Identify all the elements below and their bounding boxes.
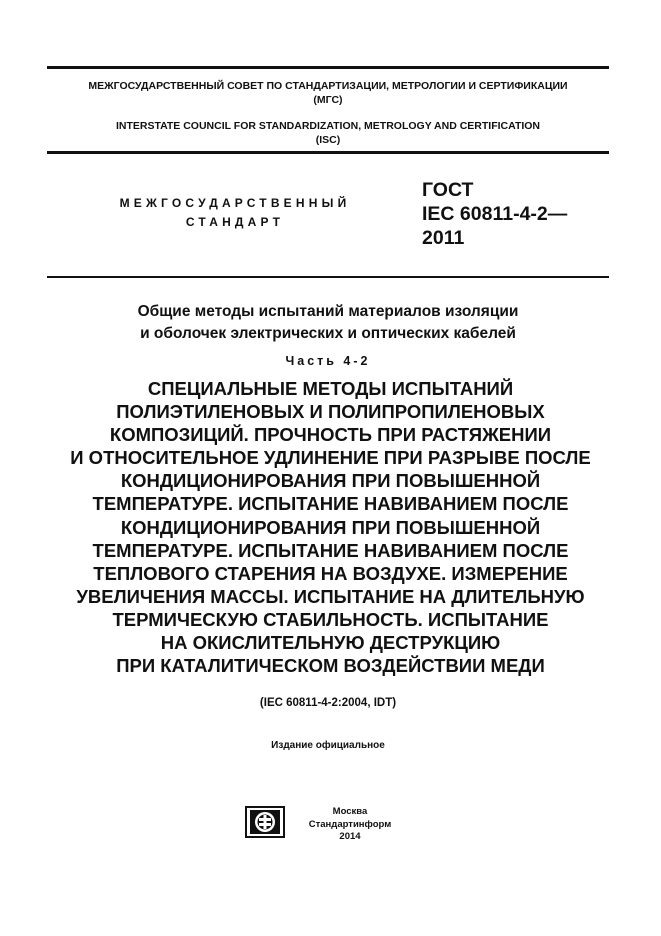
standartinform-logo-icon bbox=[245, 806, 285, 838]
specific-title-line: КОМПОЗИЦИЙ. ПРОЧНОСТЬ ПРИ РАСТЯЖЕНИИ bbox=[109, 424, 552, 446]
specific-title-line: СПЕЦИАЛЬНЫЕ МЕТОДЫ ИСПЫТАНИЙ bbox=[147, 378, 514, 399]
specific-title-line: НА ОКИСЛИТЕЛЬНУЮ ДЕСТРУКЦИЮ bbox=[160, 632, 501, 654]
edition-label: Издание официальное bbox=[271, 740, 385, 751]
general-title bbox=[47, 301, 609, 345]
specific-title-line: И ОТНОСИТЕЛЬНОЕ УДЛИНЕНИЕ ПРИ РАЗРЫВЕ ПОСЛЕ bbox=[70, 447, 591, 469]
gost-designation bbox=[422, 178, 622, 250]
specific-title-line: ТЕПЛОВОГО СТАРЕНИЯ НА ВОЗДУХЕ. ИЗМЕРЕНИЕ bbox=[93, 562, 568, 584]
iec-reference: (IEC 60811-4-2:2004, IDT) bbox=[259, 697, 397, 709]
designation-rule bbox=[47, 276, 609, 278]
publisher bbox=[290, 806, 410, 844]
standard-type-line1: МЕЖГОСУДАРСТВЕННЫЙ bbox=[119, 196, 351, 210]
gost-line2: IEC 60811-4-2— bbox=[422, 203, 568, 225]
gost-line1: ГОСТ bbox=[422, 179, 474, 201]
specific-title-line: ПРИ КАТАЛИТИЧЕСКОМ ВОЗДЕЙСТВИИ МЕДИ bbox=[116, 655, 545, 677]
gost-line3: 2011 bbox=[422, 227, 465, 249]
part-number: Часть 4-2 bbox=[285, 354, 371, 368]
general-title-line2: и оболочек электрических и оптических кабелей bbox=[140, 325, 516, 342]
specific-title-line: УВЕЛИЧЕНИЯ МАССЫ. ИСПЫТАНИЕ НА ДЛИТЕЛЬНУЮ bbox=[76, 585, 585, 607]
specific-title-line: ТЕМПЕРАТУРЕ. ИСПЫТАНИЕ НАВИВАНИЕМ ПОСЛЕ bbox=[92, 493, 569, 515]
specific-title-line: КОНДИЦИОНИРОВАНИЯ ПРИ ПОВЫШЕННОЙ bbox=[120, 516, 541, 538]
council-ru bbox=[47, 79, 609, 107]
publisher-name: Стандартинформ bbox=[308, 818, 392, 830]
header-rule bbox=[47, 151, 609, 154]
publisher-city: Москва bbox=[332, 806, 368, 817]
specific-title bbox=[30, 377, 631, 677]
specific-title-line: КОНДИЦИОНИРОВАНИЯ ПРИ ПОВЫШЕННОЙ bbox=[120, 470, 541, 492]
council-en-line2: (ISC) bbox=[315, 134, 341, 146]
specific-title-line: ТЕРМИЧЕСКУЮ СТАБИЛЬНОСТЬ. ИСПЫТАНИЕ bbox=[112, 608, 549, 630]
specific-title-line: ТЕМПЕРАТУРЕ. ИСПЫТАНИЕ НАВИВАНИЕМ ПОСЛЕ bbox=[92, 539, 569, 561]
publisher-year: 2014 bbox=[339, 831, 361, 842]
top-rule bbox=[47, 66, 609, 69]
council-en-line1: INTERSTATE COUNCIL FOR STANDARDIZATION, METROLOGY AND CERTIFICATION bbox=[115, 120, 541, 132]
specific-title-line: ПОЛИЭТИЛЕНОВЫХ И ПОЛИПРОПИЛЕНОВЫХ bbox=[116, 401, 545, 423]
standard-type bbox=[95, 194, 375, 232]
general-title-line1: Общие методы испытаний материалов изоляции bbox=[137, 303, 519, 320]
standard-type-line2: СТАНДАРТ bbox=[185, 215, 285, 229]
council-en bbox=[47, 119, 609, 147]
council-ru-line2: (МГС) bbox=[313, 94, 343, 106]
council-ru-line1: МЕЖГОСУДАРСТВЕННЫЙ СОВЕТ ПО СТАНДАРТИЗАЦИИ, МЕТРОЛОГИИ И СЕРТИФИКАЦИИ bbox=[88, 80, 568, 92]
